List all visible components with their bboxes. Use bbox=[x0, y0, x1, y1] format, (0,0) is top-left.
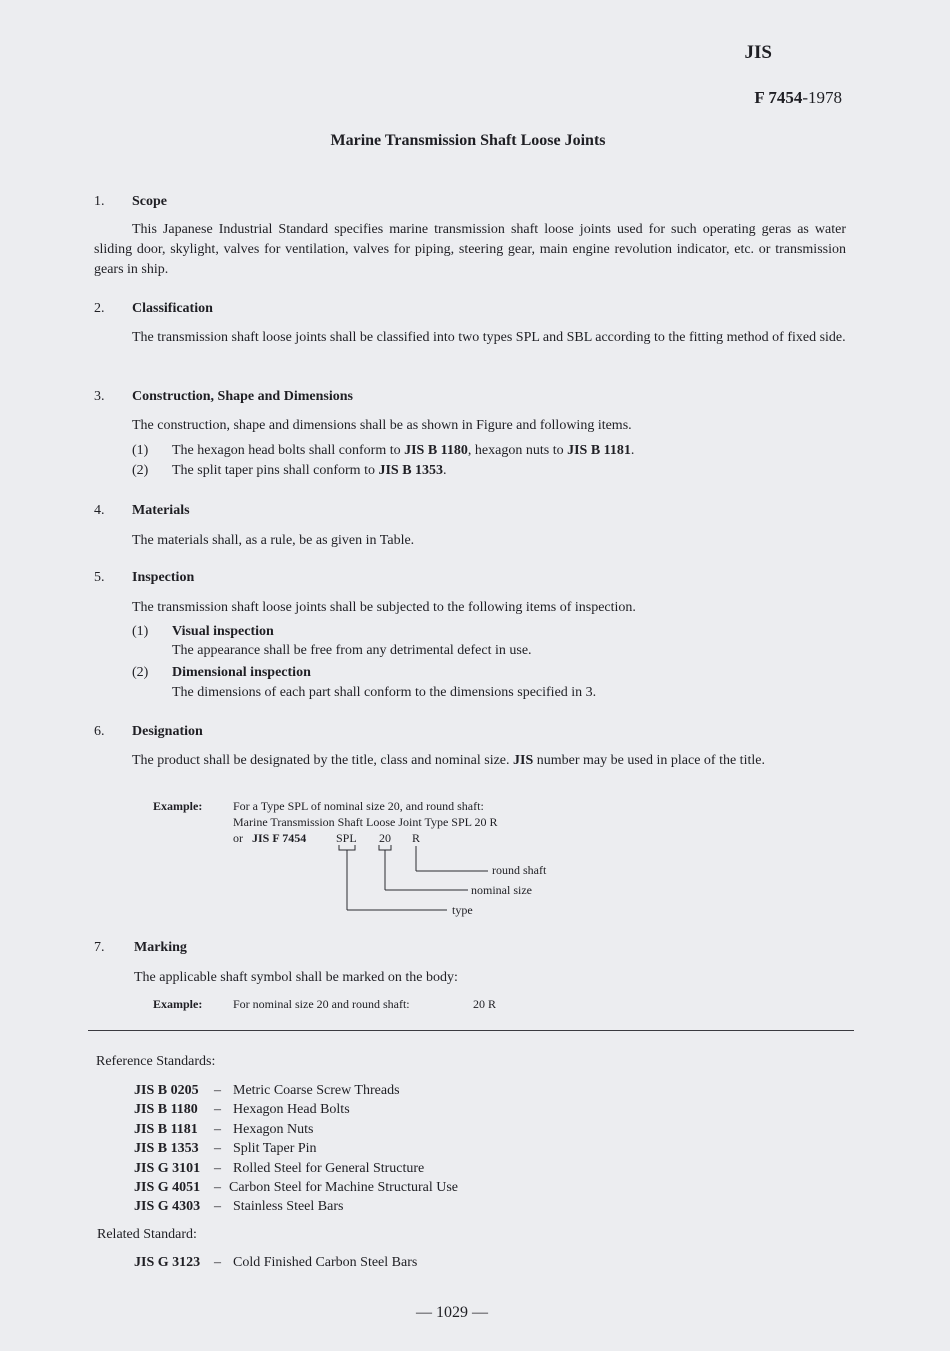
paragraph-text: The product shall be designated by the title, class and nominal size. bbox=[132, 753, 514, 768]
related-dash: – bbox=[214, 1255, 221, 1270]
callout-type: type bbox=[452, 903, 473, 917]
section-2-number: 2. bbox=[94, 301, 105, 316]
section-4-title: Materials bbox=[132, 503, 190, 518]
section-5-item-1-title: Visual inspection bbox=[172, 624, 274, 639]
section-5-title: Inspection bbox=[132, 570, 195, 585]
section-6-code-type: SPL bbox=[336, 831, 357, 845]
ref-dash: – bbox=[214, 1161, 221, 1176]
ref-name: Hexagon Head Bolts bbox=[233, 1102, 350, 1117]
paragraph-text: number may be used in place of the title. bbox=[533, 753, 765, 768]
ref-code: JIS G 4051 bbox=[134, 1180, 201, 1195]
ref-name: Carbon Steel for Machine Structural Use bbox=[229, 1180, 458, 1195]
section-7-example-text: For nominal size 20 and round shaft: bbox=[233, 997, 410, 1011]
section-divider bbox=[88, 1030, 854, 1031]
callout-nominal-size: nominal size bbox=[471, 883, 532, 897]
section-7-number: 7. bbox=[94, 940, 105, 955]
header-jis: JIS bbox=[744, 42, 772, 63]
ref-code: JIS B 0205 bbox=[134, 1083, 199, 1098]
standard-number-year: -1978 bbox=[802, 88, 842, 107]
item-text: . bbox=[630, 443, 635, 458]
section-2-paragraph: The transmission shaft loose joints shall be classified into two types SPL and SBL according to the fitting method of fixed side. bbox=[132, 330, 846, 345]
related-name: Cold Finished Carbon Steel Bars bbox=[233, 1255, 418, 1270]
section-6-or-word: or bbox=[233, 831, 243, 845]
page-title: Marine Transmission Shaft Loose Joints bbox=[330, 132, 606, 149]
ref-name: Metric Coarse Screw Threads bbox=[233, 1083, 400, 1098]
section-1-number: 1. bbox=[94, 194, 105, 209]
section-3-paragraph: The construction, shape and dimensions shall be as shown in Figure and following items. bbox=[132, 418, 632, 433]
section-1-paragraph: This Japanese Industrial Standard specifies marine transmission shaft loose joints used for such operating geras as water sliding door, skylight, valves for ventilation, valves for piping, steering gear, main engine revolution indicator, etc. or transmission gears in ship. bbox=[94, 222, 846, 277]
section-5-item-2-text: The dimensions of each part shall conform to the dimensions specified in 3. bbox=[172, 685, 597, 700]
jis-bold: JIS bbox=[513, 753, 534, 768]
section-6-code-shape: R bbox=[412, 831, 421, 845]
ref-code: JIS G 4303 bbox=[134, 1199, 201, 1214]
section-6-example-label: Example: bbox=[153, 799, 203, 813]
reference-standards-title: Reference Standards: bbox=[96, 1054, 216, 1069]
page-number: — 1029 — bbox=[416, 1304, 488, 1321]
section-3-item-2-number: (2) bbox=[132, 463, 149, 478]
ref-code: JIS G 3101 bbox=[134, 1161, 201, 1176]
standard-ref: JIS B 1353 bbox=[378, 463, 444, 478]
section-4-paragraph: The materials shall, as a rule, be as given in Table. bbox=[132, 533, 415, 548]
related-code: JIS G 3123 bbox=[134, 1255, 201, 1270]
section-3-item-1-number: (1) bbox=[132, 443, 149, 458]
section-7-example-value: 20 R bbox=[473, 997, 497, 1011]
section-2-title: Classification bbox=[132, 301, 213, 316]
section-5-item-2-title: Dimensional inspection bbox=[172, 665, 311, 680]
section-3-title: Construction, Shape and Dimensions bbox=[132, 389, 353, 404]
ref-dash: – bbox=[214, 1199, 221, 1214]
section-5-item-1-number: (1) bbox=[132, 624, 149, 639]
ref-dash: – bbox=[214, 1180, 221, 1195]
section-4-number: 4. bbox=[94, 503, 105, 518]
section-5-item-1-text: The appearance shall be free from any detrimental defect in use. bbox=[172, 643, 532, 658]
standard-ref: JIS B 1181 bbox=[567, 443, 631, 458]
section-7-title: Marking bbox=[134, 940, 187, 955]
callout-round-shaft: round shaft bbox=[492, 863, 547, 877]
item-text: , hexagon nuts to bbox=[467, 443, 568, 458]
ref-name: Split Taper Pin bbox=[233, 1141, 317, 1156]
item-text: The split taper pins shall conform to bbox=[172, 463, 379, 478]
section-6-title: Designation bbox=[132, 724, 203, 739]
section-6-number: 6. bbox=[94, 724, 105, 739]
item-text: The hexagon head bolts shall conform to bbox=[172, 443, 405, 458]
section-6-example-line-2: Marine Transmission Shaft Loose Joint Type SPL 20 R bbox=[233, 815, 498, 829]
section-1-title: Scope bbox=[132, 194, 167, 209]
ref-name: Hexagon Nuts bbox=[233, 1122, 314, 1137]
section-6-code-std: JIS F 7454 bbox=[252, 831, 307, 845]
standard-number-bold: F 7454 bbox=[754, 88, 803, 107]
section-5-paragraph: The transmission shaft loose joints shall be subjected to the following items of inspection. bbox=[132, 600, 636, 615]
section-7-paragraph: The applicable shaft symbol shall be marked on the body: bbox=[134, 970, 458, 985]
item-text: . bbox=[443, 463, 447, 478]
ref-dash: – bbox=[214, 1122, 221, 1137]
ref-name: Stainless Steel Bars bbox=[233, 1199, 344, 1214]
ref-code: JIS B 1181 bbox=[134, 1122, 198, 1137]
ref-code: JIS B 1353 bbox=[134, 1141, 199, 1156]
ref-name: Rolled Steel for General Structure bbox=[233, 1161, 425, 1176]
ref-code: JIS B 1180 bbox=[134, 1102, 198, 1117]
section-7-example-label: Example: bbox=[153, 997, 203, 1011]
section-6-example-line-1: For a Type SPL of nominal size 20, and round shaft: bbox=[233, 799, 484, 813]
section-5-item-2-number: (2) bbox=[132, 665, 149, 680]
section-5-number: 5. bbox=[94, 570, 105, 585]
related-standard-title: Related Standard: bbox=[97, 1227, 197, 1242]
ref-dash: – bbox=[214, 1083, 221, 1098]
section-3-number: 3. bbox=[94, 389, 105, 404]
ref-dash: – bbox=[214, 1141, 221, 1156]
standard-ref: JIS B 1180 bbox=[404, 443, 468, 458]
section-6-code-size: 20 bbox=[379, 831, 391, 845]
ref-dash: – bbox=[214, 1102, 221, 1117]
